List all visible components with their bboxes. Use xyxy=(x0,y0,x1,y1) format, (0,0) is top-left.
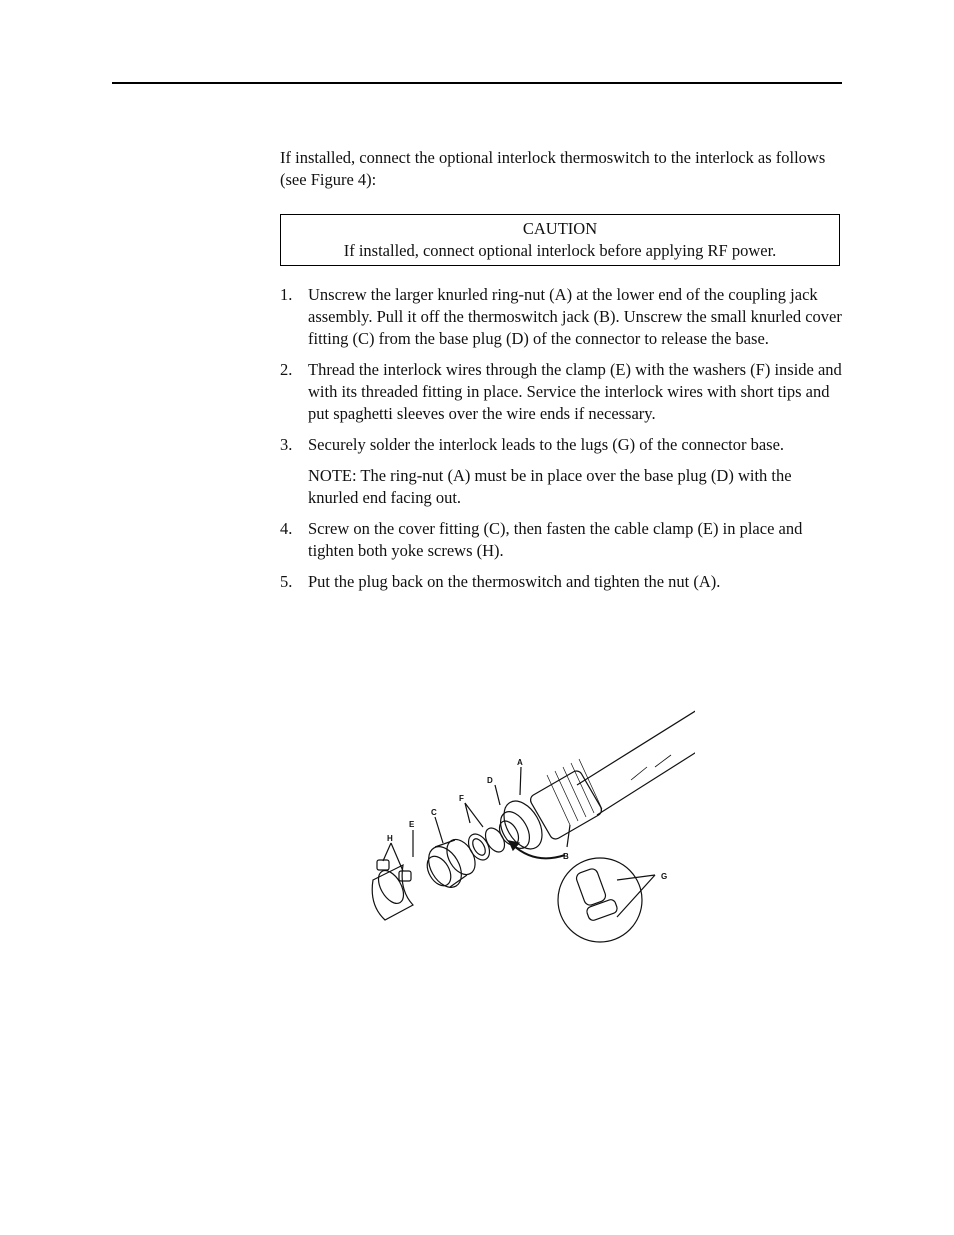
step-5 xyxy=(280,571,842,593)
procedure-steps xyxy=(280,284,842,602)
inset-arrow xyxy=(513,845,565,858)
step-number: 5. xyxy=(280,572,293,591)
leader-c xyxy=(435,817,443,843)
label-a: A xyxy=(517,758,523,767)
caution-box xyxy=(280,214,840,266)
step-1 xyxy=(280,284,842,350)
thermoswitch-probe xyxy=(577,684,695,815)
step-4 xyxy=(280,518,842,562)
leader-b xyxy=(567,825,570,847)
step-2 xyxy=(280,359,842,425)
label-c: C xyxy=(431,808,437,817)
ring-nut xyxy=(495,794,550,855)
connector-exploded-diagram xyxy=(355,675,695,950)
note-paragraph: NOTE: The ring-nut (A) must be in place over the base plug (D) with the knurled end facing out. xyxy=(308,466,792,507)
intro-paragraph: If installed, connect the optional interlock thermoswitch to the interlock as follows (see Figure 4): xyxy=(280,148,826,189)
label-b: B xyxy=(563,852,569,861)
detail-inset xyxy=(558,858,655,942)
diagram-drawing xyxy=(355,675,695,950)
caution-text: If installed, connect optional interlock before applying RF power. xyxy=(343,241,777,260)
cable-clamp xyxy=(372,860,413,920)
step-text: Put the plug back on the thermoswitch and tighten the nut (A). xyxy=(308,572,721,591)
header-rule xyxy=(112,82,842,84)
label-g: G xyxy=(661,872,668,881)
step-number: 4. xyxy=(280,519,293,538)
leader-h xyxy=(383,843,391,861)
label-e: E xyxy=(409,820,415,829)
leader-d xyxy=(495,785,500,805)
thermoswitch-jack xyxy=(528,759,603,841)
step-text: Securely solder the interlock leads to the lugs (G) of the connector base. xyxy=(308,435,785,454)
step-text: Thread the interlock wires through the clamp (E) with the washers (F) inside and with its threaded fitting in place. Service the interlock wires with short tips and put spaghetti sleeves over the wire ends if necessary. xyxy=(308,360,842,423)
step-number: 1. xyxy=(280,285,293,304)
step-number: 2. xyxy=(280,360,293,379)
step-number: 3. xyxy=(280,435,293,454)
leader-a xyxy=(520,767,521,795)
step-3 xyxy=(280,434,842,456)
label-h: H xyxy=(387,834,393,843)
step-text: Unscrew the larger knurled ring-nut (A) at the lower end of the coupling jack assembly. Pull it off the thermoswitch jack (B). Unscrew the small knurled cover fitting (C) from the base plug (D) of the connector to release the base. xyxy=(308,285,842,348)
cover-fitting xyxy=(422,835,481,894)
caution-title: CAUTION xyxy=(522,219,598,238)
step-text: Screw on the cover fitting (C), then fasten the cable clamp (E) in place and tighten both yoke screws (H). xyxy=(308,519,803,560)
label-d: D xyxy=(487,776,493,785)
leader-h2 xyxy=(391,843,403,871)
label-f: F xyxy=(459,794,464,803)
